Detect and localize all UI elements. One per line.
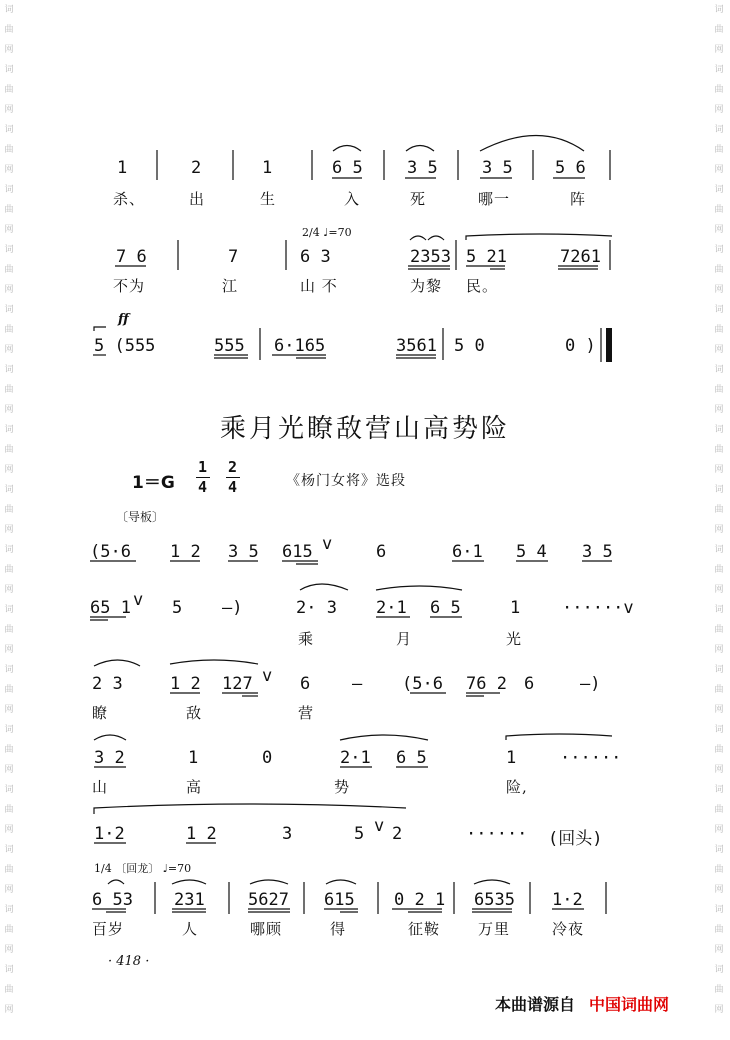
note-group: 1 2 xyxy=(186,824,217,844)
note-group: 65 1 xyxy=(90,598,131,618)
lyric-text: 冷夜 xyxy=(552,920,585,938)
lyric-text: 敌 xyxy=(186,704,203,722)
lyric-text: 人 xyxy=(182,920,199,938)
note-group: 615 xyxy=(324,890,355,910)
note-group: 2 xyxy=(191,158,202,178)
note-group: 3 5 xyxy=(407,158,438,178)
lyric-text: 江 xyxy=(222,277,239,295)
note-group: 127 xyxy=(222,674,253,694)
lyric-text: 入 xyxy=(344,190,361,208)
tempo-change-mark: 2/4 ♩=70 xyxy=(302,226,352,239)
source-label: 《杨门女将》选段 xyxy=(286,473,406,489)
note-group: 2· 3 xyxy=(296,598,337,618)
lyric-text: 山 不 xyxy=(300,277,338,295)
note-group: 1 2 xyxy=(170,542,201,562)
lyric-text: 民。 xyxy=(466,277,499,295)
note-group: 1 xyxy=(188,748,199,768)
lyric-text: 乘 xyxy=(298,630,315,648)
section-label: 〔导板〕 xyxy=(116,510,165,524)
note-group: 1·2 xyxy=(94,824,125,844)
note-group: 1 xyxy=(510,598,521,618)
note-group: 7261 xyxy=(560,247,601,267)
lyric-text: 哪一 xyxy=(478,190,511,208)
note-group: (5·6 xyxy=(402,674,443,694)
footer-site-link[interactable]: 中国词曲网 xyxy=(589,995,670,1014)
note-group: 6 xyxy=(300,674,311,694)
note-group: 1 xyxy=(506,748,517,768)
note-group: 5627 xyxy=(248,890,289,910)
note-group: 0 2 1 xyxy=(394,890,446,910)
watermark-left: 词 曲 网 词 曲 网 词 曲 网 词 曲 网 词 曲 网 词 曲 网 词 曲 网 词 曲 网 词 曲 网 词 曲 网 词 曲 网 词 曲 网 词 曲 网 词 曲 网 词 曲 网 词 曲 网 词 曲 网 xyxy=(4,5,14,1015)
note-group: 555 xyxy=(214,336,245,356)
note-group: 7 6 xyxy=(116,247,147,267)
note-group: 3 5 xyxy=(482,158,513,178)
lyric-text: 死 xyxy=(410,190,427,208)
key-signature: 1＝G xyxy=(132,473,175,493)
note-group: —) xyxy=(580,674,601,694)
lyric-text: 为黎 xyxy=(410,277,443,295)
note-group: 2·1 xyxy=(340,748,371,768)
note-group: 1 xyxy=(117,158,128,178)
note-group: 6 xyxy=(524,674,535,694)
lyric-text: 百岁 xyxy=(92,920,125,938)
piece-title: 乘月光瞭敌营山高势险 xyxy=(219,414,510,444)
note-group: 6 5 xyxy=(396,748,427,768)
note-group: 7 xyxy=(228,247,239,267)
meter-a-bottom: 4 xyxy=(198,478,208,496)
note-group: v xyxy=(322,534,333,554)
lyric-text: 营 xyxy=(298,704,315,722)
note-group: (5·6 xyxy=(90,542,131,562)
note-group: ······ xyxy=(466,824,528,844)
lyric-text: 得 xyxy=(330,920,347,938)
note-group: 5 (555 xyxy=(94,336,156,356)
note-group: 2 xyxy=(392,824,403,844)
note-group: 3 5 xyxy=(228,542,259,562)
note-group: v xyxy=(262,666,273,686)
lyric-text: 高 xyxy=(186,778,203,796)
note-group: 2·1 xyxy=(376,598,407,618)
lyric-text: 山 xyxy=(92,778,109,796)
note-group: 3 xyxy=(282,824,293,844)
note-group: 6·165 xyxy=(274,336,326,356)
lyric-text: 月 xyxy=(396,630,413,648)
note-group: 5 xyxy=(172,598,183,618)
lyric-text: 万里 xyxy=(478,920,511,938)
meter-a-top: 1 xyxy=(198,458,208,476)
page-number: · 418 · xyxy=(108,954,150,969)
note-group: 6 5 xyxy=(430,598,461,618)
note-group: v xyxy=(133,590,144,610)
note-group: 3 5 xyxy=(582,542,613,562)
watermark-right: 词 曲 网 词 曲 网 词 曲 网 词 曲 网 词 曲 网 词 曲 网 词 曲 网 词 曲 网 词 曲 网 词 曲 网 词 曲 网 词 曲 网 词 曲 网 词 曲 网 词 曲 网 词 曲 网 词 曲 网 xyxy=(714,5,724,1015)
note-group: —) xyxy=(222,598,243,618)
lyric-text: 势 xyxy=(334,778,351,796)
note-group: 5 4 xyxy=(516,542,547,562)
note-group: 6·1 xyxy=(452,542,483,562)
dynamic-mark: ff xyxy=(118,312,129,327)
lyric-text: 瞭 xyxy=(92,704,109,722)
lyric-text: 出 xyxy=(189,190,206,208)
note-group: 5 xyxy=(354,824,365,844)
note-group: 1 xyxy=(262,158,273,178)
note-group: 6 3 xyxy=(300,247,331,267)
footer-credit xyxy=(495,992,669,1015)
note-group: ······ xyxy=(560,748,622,768)
note-group: 1 2 xyxy=(170,674,201,694)
lyric-text: 杀、 xyxy=(113,190,146,208)
note-group: ······v xyxy=(562,598,634,618)
note-group: 615 xyxy=(282,542,313,562)
note-group: 6 5 xyxy=(332,158,363,178)
meter-b-top: 2 xyxy=(228,458,238,476)
note-group: 0 xyxy=(262,748,273,768)
note-group: — xyxy=(352,674,363,694)
note-group: v xyxy=(374,816,385,836)
note-group: 3561 xyxy=(396,336,437,356)
lyric-text: 光 xyxy=(506,630,523,648)
note-group: 1·2 xyxy=(552,890,583,910)
note-group: 231 xyxy=(174,890,205,910)
lyric-text: 阵 xyxy=(570,190,587,208)
lyric-text: 哪顾 xyxy=(250,920,283,938)
note-group: 6535 xyxy=(474,890,515,910)
note-group: 0 ) xyxy=(565,336,596,356)
note-group: 2353 xyxy=(410,247,451,267)
note-group: 5 6 xyxy=(555,158,586,178)
note-group: 2 3 xyxy=(92,674,123,694)
note-group: 6 53 xyxy=(92,890,133,910)
meter-b-bottom: 4 xyxy=(228,478,238,496)
note-group: 6 xyxy=(376,542,387,562)
note-group: (回头) xyxy=(548,829,603,849)
huilong-mark: 1/4 〔回龙〕 ♩=70 xyxy=(94,862,192,875)
lyric-text: 不为 xyxy=(113,277,146,295)
footer-source-label: 本曲谱源自 xyxy=(495,995,576,1014)
lyric-text: 险, xyxy=(506,778,528,796)
lyric-text: 生 xyxy=(260,190,277,208)
note-group: 5 0 xyxy=(454,336,485,356)
note-group: 76 2 xyxy=(466,674,507,694)
note-group: 5 21 xyxy=(466,247,507,267)
note-group: 3 2 xyxy=(94,748,125,768)
lyric-text: 征鞍 xyxy=(408,920,441,938)
